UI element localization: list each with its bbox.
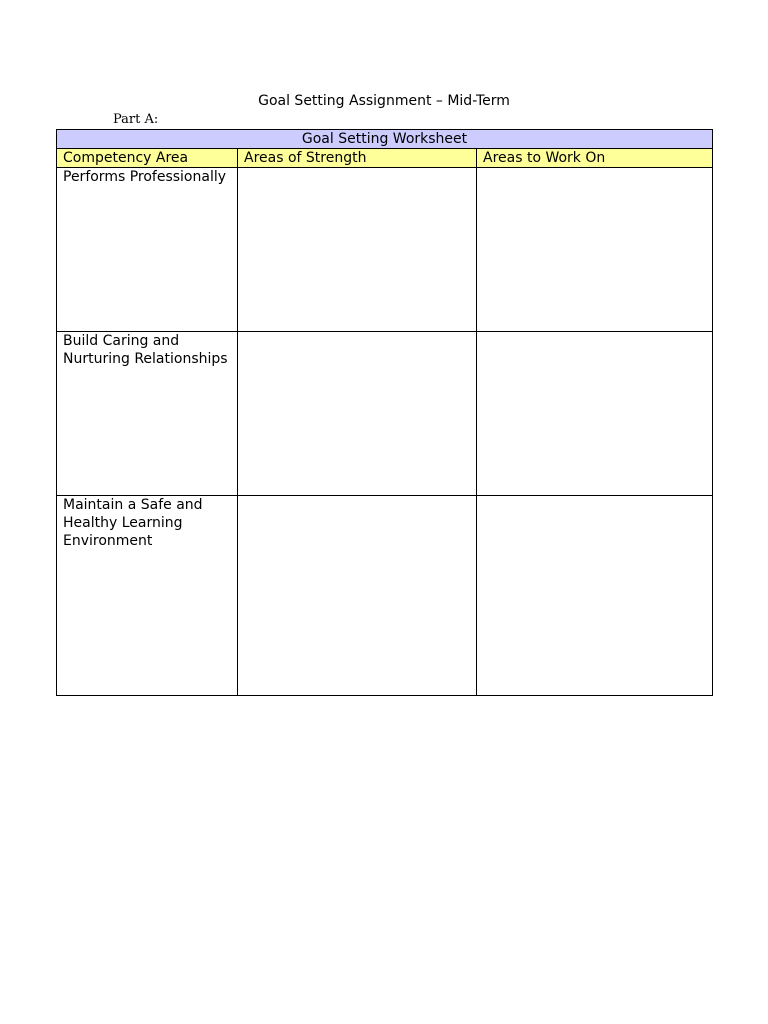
competency-cell: Performs Professionally xyxy=(57,168,238,332)
part-label: Part A: xyxy=(113,112,159,127)
work-on-cell[interactable] xyxy=(477,168,713,332)
worksheet-title-row xyxy=(57,130,713,149)
table-row xyxy=(57,496,713,696)
strength-cell[interactable] xyxy=(238,168,477,332)
worksheet-title: Goal Setting Worksheet xyxy=(57,130,713,149)
column-header-competency-area: Competency Area xyxy=(57,149,238,168)
table-row xyxy=(57,168,713,332)
table-row xyxy=(57,332,713,496)
competency-cell: Maintain a Safe and Healthy Learning Environment xyxy=(57,496,238,696)
strength-cell[interactable] xyxy=(238,496,477,696)
column-header-areas-of-strength: Areas of Strength xyxy=(238,149,477,168)
competency-cell: Build Caring and Nurturing Relationships xyxy=(57,332,238,496)
worksheet-header-row xyxy=(57,149,713,168)
work-on-cell[interactable] xyxy=(477,496,713,696)
document-title: Goal Setting Assignment – Mid-Term xyxy=(258,93,510,109)
goal-setting-worksheet-table xyxy=(56,129,713,696)
work-on-cell[interactable] xyxy=(477,332,713,496)
strength-cell[interactable] xyxy=(238,332,477,496)
column-header-areas-to-work-on: Areas to Work On xyxy=(477,149,713,168)
